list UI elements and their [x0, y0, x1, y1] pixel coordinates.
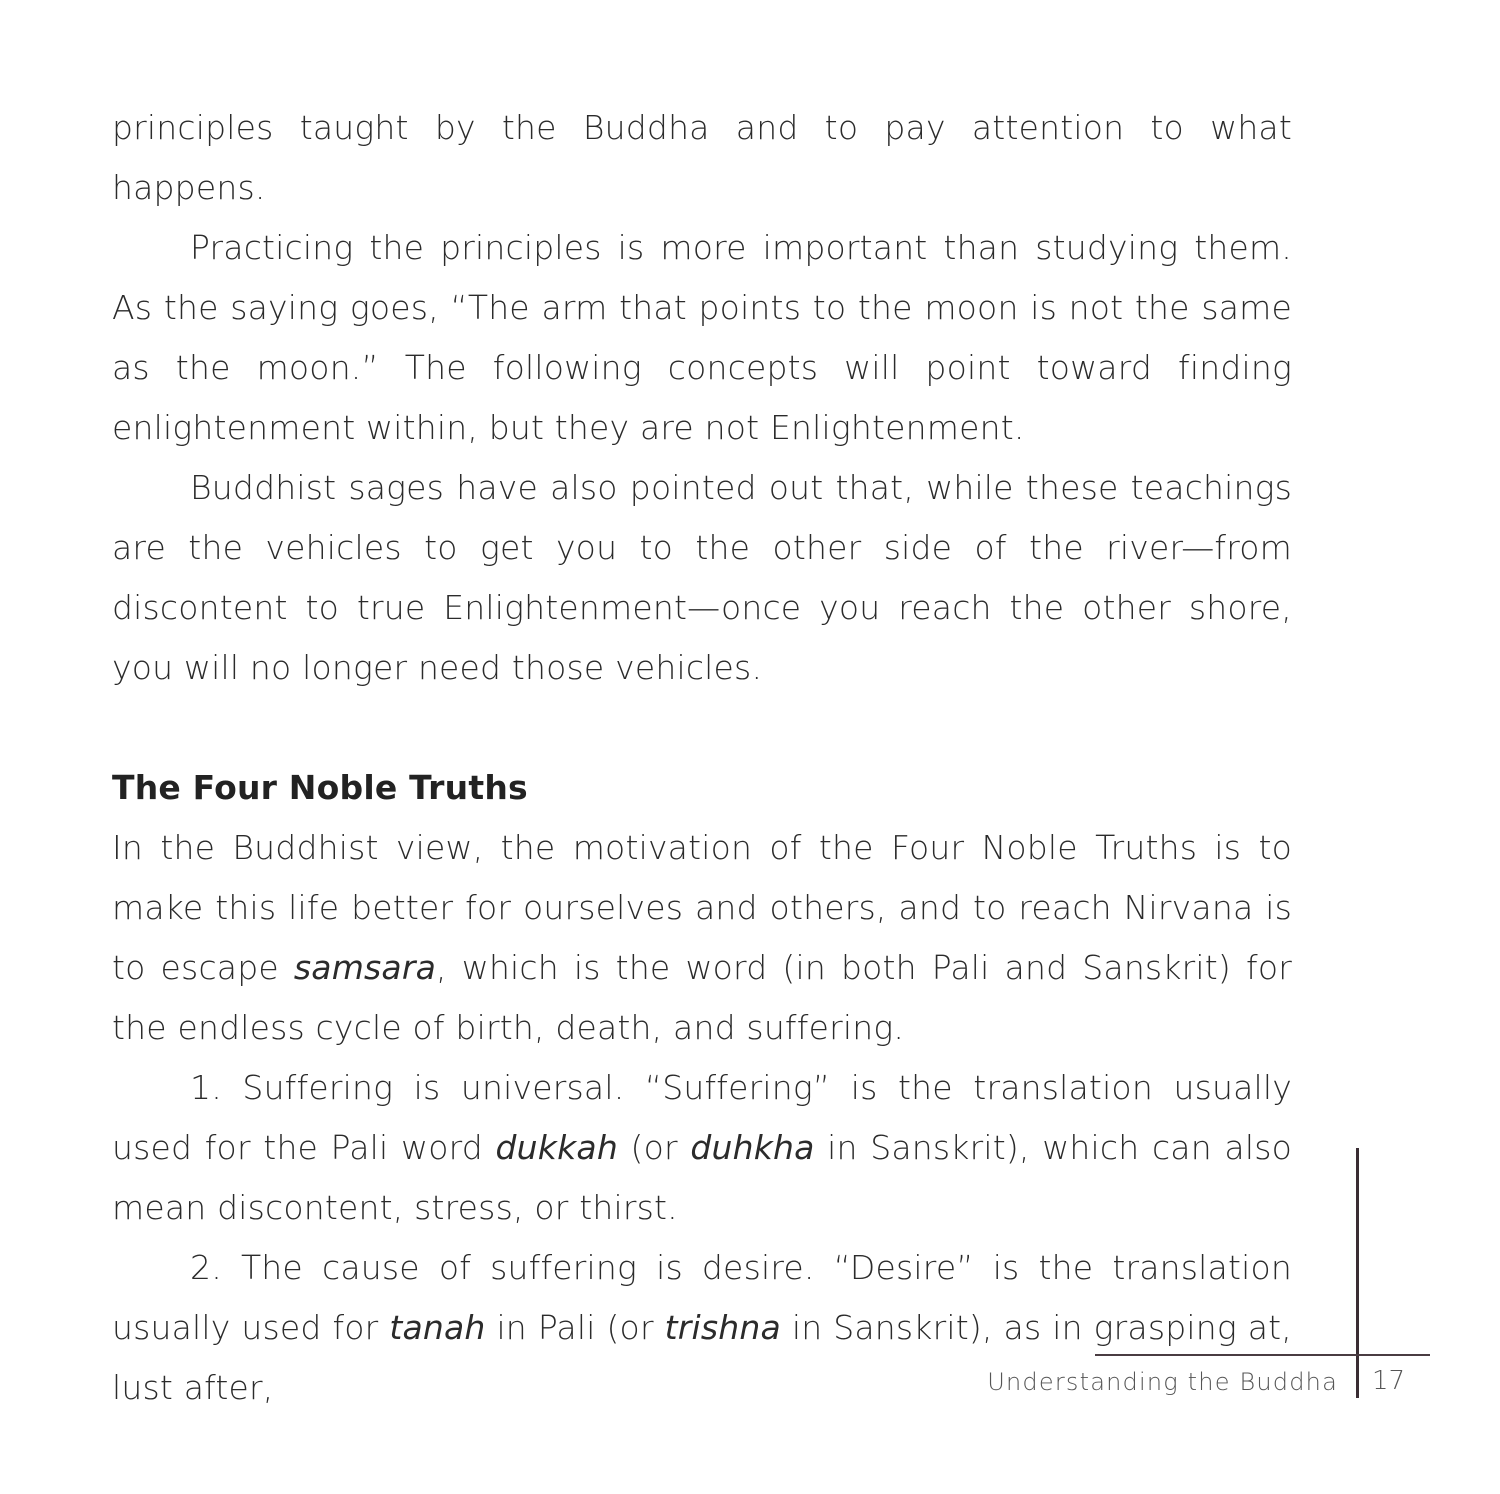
footer-vertical-rule [1356, 1148, 1359, 1398]
italic-term: trishna [664, 1308, 781, 1347]
italic-term: tanah [389, 1308, 486, 1347]
text-run: 1. Suffering is universal. “Suffering” is the translation usually used for the Pali word [112, 1068, 1292, 1167]
text-run: in Sanskrit), as in grasping at, lust after, [112, 1308, 1292, 1407]
text-run: in Pali (or [485, 1308, 665, 1347]
text-run: , which is the word (in both Pali and Sanskrit) for the endless cycle of birth, death, and suffering. [112, 948, 1292, 1047]
footer-horizontal-rule [1095, 1354, 1430, 1356]
italic-term: duhkha [690, 1128, 815, 1167]
running-title: Understanding the Buddha [987, 1368, 1338, 1396]
page-number: 17 [1372, 1366, 1406, 1396]
paragraph: Buddhist sages have also pointed out that, while these teachings are the vehicles to get you to the other side of the river—from discontent to true Enlightenment—once you reach the other shore, you will no longer need those vehicles. [112, 468, 1292, 687]
paragraph [112, 818, 1292, 1058]
paragraph: Practicing the principles is more important than studying them. As the saying goes, “The arm that points to the moon is not the same as the moon.” The following concepts will point toward finding enlightenment within, but they are not Enlightenment. [112, 228, 1292, 447]
text-run: (or [617, 1128, 691, 1167]
page-footer [0, 1140, 1500, 1440]
paragraph: principles taught by the Buddha and to pay attention to what happens. [112, 108, 1292, 207]
section-heading: The Four Noble Truths [112, 768, 528, 807]
text-run: In the Buddhist view, the motivation of the Four Noble Truths is to make this life better for ourselves and others, and to reach Nirvana is to escape [112, 828, 1292, 987]
text-run: in Sanskrit), which can also mean discontent, stress, or thirst. [112, 1128, 1292, 1227]
text-run: 2. The cause of suffering is desire. “Desire” is the translation usually used for [112, 1248, 1292, 1347]
italic-term: dukkah [495, 1128, 618, 1167]
italic-term: samsara [293, 948, 437, 987]
